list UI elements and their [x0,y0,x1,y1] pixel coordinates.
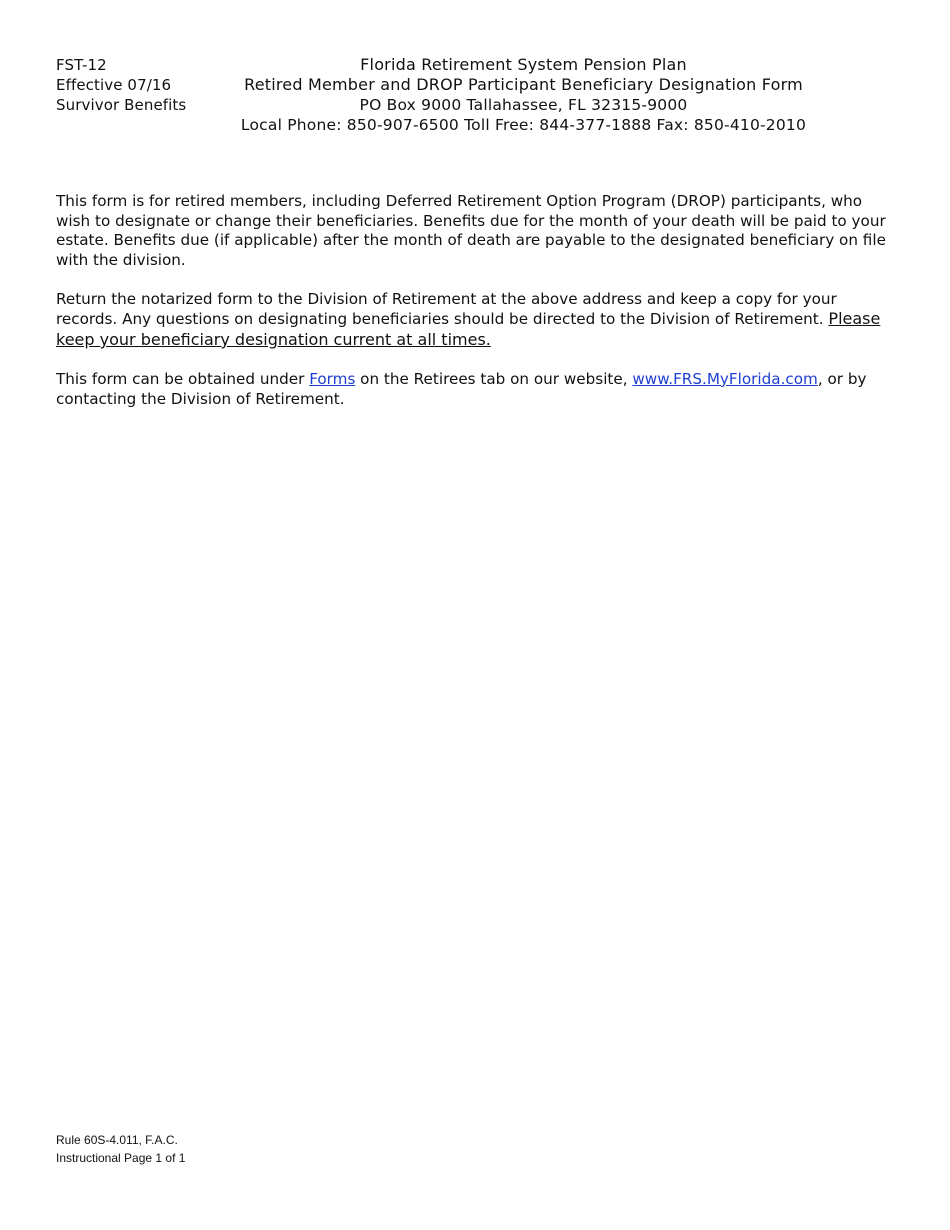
form-header [56,55,896,137]
effective-date: Effective 07/16 [56,76,172,94]
form-footer [56,1131,316,1167]
rule-citation: Rule 60S-4.011, F.A.C. [56,1133,178,1147]
plan-title: Florida Retirement System Pension Plan [360,55,687,74]
form-category: Survivor Benefits [56,96,187,114]
page-number: Instructional Page 1 of 1 [56,1151,186,1165]
availability-paragraph [56,370,898,409]
form-number: FST-12 [56,56,107,74]
current-designation-reminder: Please keep your beneficiary designation current at all times. [56,309,881,349]
instructions-body [56,192,898,429]
forms-link[interactable]: Forms [309,369,356,388]
mailing-address: PO Box 9000 Tallahassee, FL 32315-9000 [359,96,688,114]
availability-suffix: , or by contacting the Division of Retirement. [56,369,867,408]
return-instructions-text: Return the notarized form to the Division of Retirement at the above address and keep a copy for your records. Any questions on designating beneficiaries should be directed to the Division of Retirement. [56,289,837,329]
availability-middle: on the Retirees tab on our website, [355,369,633,388]
contact-numbers: Local Phone: 850-907-6500 Toll Free: 844-377-1888 Fax: 850-410-2010 [240,116,807,134]
availability-prefix: This form can be obtained under [56,369,310,388]
website-link[interactable]: www.FRS.MyFlorida.com [632,369,818,388]
return-instructions-paragraph [56,290,898,351]
form-title-block [191,55,856,135]
eligibility-paragraph: This form is for retired members, including Deferred Retirement Option Program (DROP) participants, who wish to designate or change their beneficiaries. Benefits due for the month of your death will be paid to your estate. Benefits due (if applicable) after the month of death are payable to the designated beneficiary on file with the division. [56,192,886,269]
form-title: Retired Member and DROP Participant Beneficiary Designation Form [244,75,803,94]
